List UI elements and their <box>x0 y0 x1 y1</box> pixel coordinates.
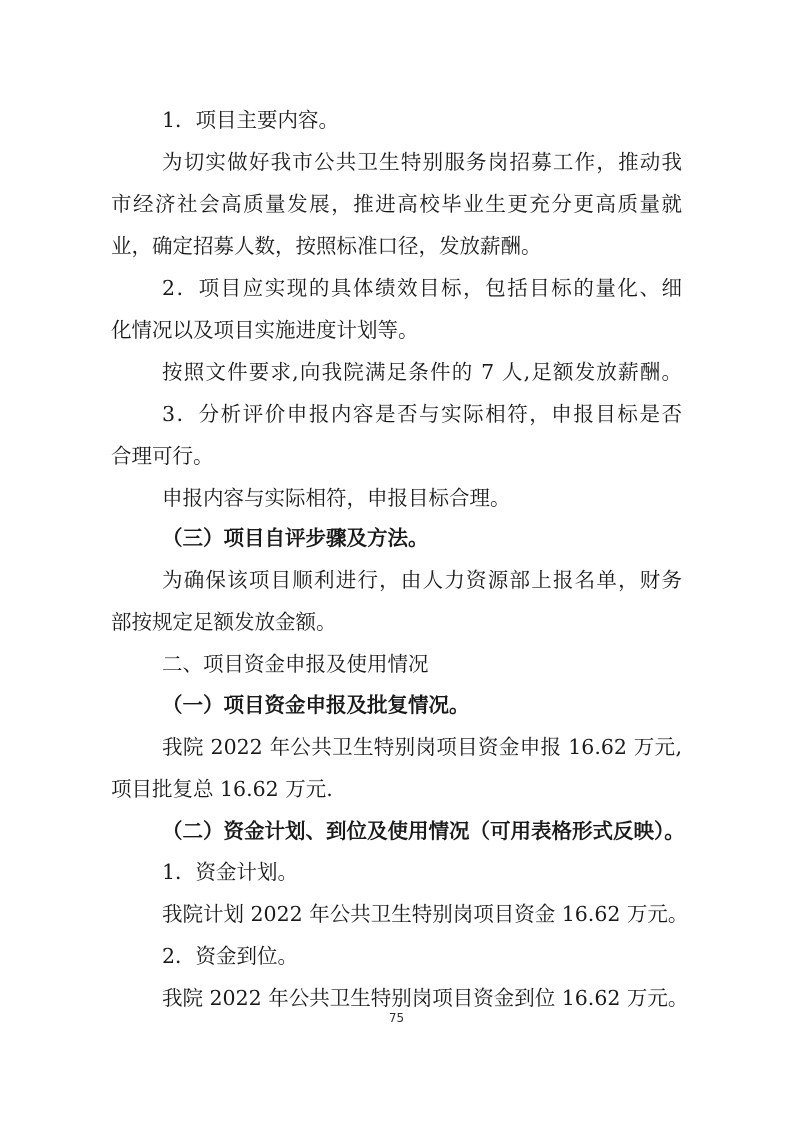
section-heading-2: （二）资金计划、到位及使用情况（可用表格形式反映）。 <box>162 819 685 843</box>
paragraph-line: 申报内容与实际相符，申报目标合理。 <box>162 486 511 510</box>
section-heading-1: （一）项目资金申报及批复情况。 <box>162 693 470 717</box>
section-heading-3: （三）项目自评步骤及方法。 <box>162 526 429 550</box>
item-3-heading: 3．分析评价申报内容是否与实际相符，申报目标是否 <box>162 402 682 426</box>
item-1-heading: 1．项目主要内容。 <box>162 108 340 132</box>
paragraph-line: 为切实做好我市公共卫生特别服务岗招募工作，推动我 <box>162 150 682 174</box>
paragraph-line: 我院计划 2022 年公共卫生特别岗项目资金 16.62 万元。 <box>162 902 689 926</box>
chapter-heading-2: 二、项目资金申报及使用情况 <box>162 652 429 676</box>
page-number: 75 <box>388 1011 405 1025</box>
paragraph-line: 化情况以及项目实施进度计划等。 <box>111 318 419 342</box>
paragraph-line: 合理可行。 <box>111 444 214 468</box>
item-1-heading: 1．资金计划。 <box>162 860 299 884</box>
paragraph-line: 市经济社会高质量发展，推进高校毕业生更充分更高质量就 <box>111 192 682 216</box>
paragraph-line: 部按规定足额发放金额。 <box>111 610 337 634</box>
paragraph-line: 为确保该项目顺利进行，由人力资源部上报名单，财务 <box>162 568 682 592</box>
paragraph-line: 项目批复总 16.62 万元. <box>111 777 333 801</box>
item-2-heading: 2．资金到位。 <box>162 944 299 968</box>
item-2-heading: 2．项目应实现的具体绩效目标，包括目标的量化、细 <box>162 276 682 300</box>
paragraph-line: 我院 2022 年公共卫生特别岗项目资金申报 16.62 万元, <box>162 735 682 759</box>
paragraph-line: 我院 2022 年公共卫生特别岗项目资金到位 16.62 万元。 <box>162 986 689 1010</box>
paragraph-line: 按照文件要求,向我院满足条件的 7 人,足额发放薪酬。 <box>162 360 682 384</box>
paragraph-line: 业，确定招募人数，按照标准口径，发放薪酬。 <box>111 234 542 258</box>
